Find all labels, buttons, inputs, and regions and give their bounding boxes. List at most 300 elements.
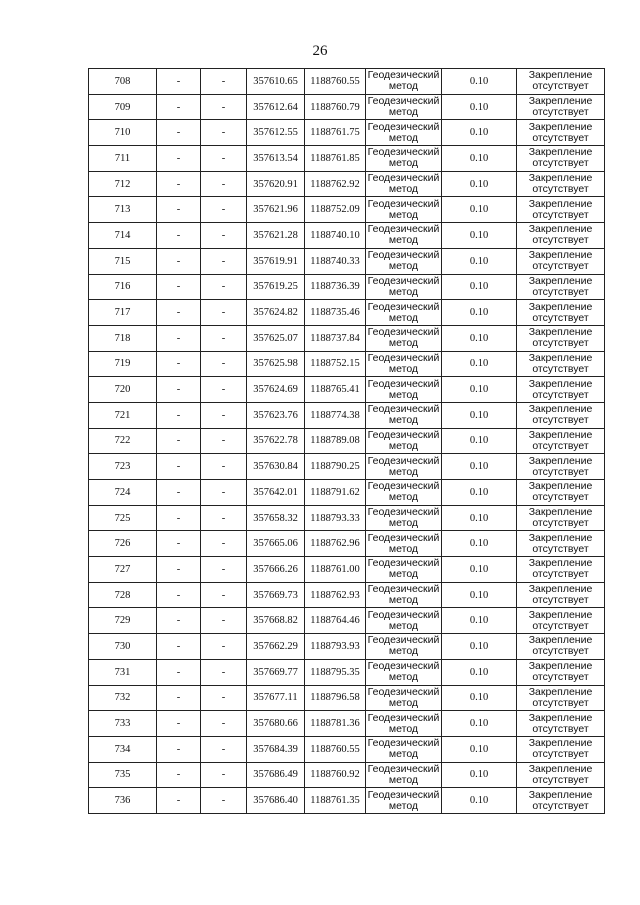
fixation-cell-line-2: отсутствует [532, 285, 589, 298]
accuracy-cell: 0.10 [442, 428, 517, 454]
point-number-cell: 728 [89, 582, 157, 608]
y-coordinate-cell: 1188760.55 [305, 69, 366, 95]
method-cell [366, 377, 442, 403]
empty-value-cell: - [157, 711, 201, 737]
page-number: 26 [312, 43, 328, 59]
empty-value-cell: - [201, 248, 247, 274]
x-coordinate-cell: 357610.65 [247, 69, 305, 95]
table-row [89, 788, 605, 814]
point-number-cell: 711 [89, 146, 157, 172]
fixation-cell-line-2: отсутствует [532, 722, 589, 735]
method-cell [366, 402, 442, 428]
method-cell-line-1: Геодезический [367, 583, 440, 596]
method-cell-line-2: метод [388, 106, 419, 119]
fixation-cell-line-1: Закрепление [528, 711, 593, 724]
y-coordinate-cell: 1188790.25 [305, 454, 366, 480]
method-cell [366, 788, 442, 814]
empty-value-cell: - [201, 659, 247, 685]
y-coordinate-cell: 1188789.08 [305, 428, 366, 454]
y-coordinate-cell: 1188765.41 [305, 377, 366, 403]
fixation-cell-line-2: отсутствует [532, 799, 589, 812]
point-number-cell: 709 [89, 94, 157, 120]
fixation-cell-line-1: Закрепление [528, 583, 593, 596]
y-coordinate-cell: 1188761.00 [305, 557, 366, 583]
point-number-cell: 725 [89, 505, 157, 531]
method-cell-line-2: метод [388, 722, 419, 735]
fixation-cell-line-1: Закрепление [528, 685, 593, 698]
fixation-cell-line-2: отсутствует [532, 337, 589, 350]
table-row [89, 557, 605, 583]
fixation-cell-line-1: Закрепление [528, 249, 593, 262]
method-cell [366, 711, 442, 737]
fixation-cell [517, 788, 605, 814]
method-cell-line-1: Геодезический [367, 172, 440, 185]
method-cell-line-2: метод [388, 414, 419, 427]
fixation-cell-line-2: отсутствует [532, 439, 589, 452]
method-cell-line-1: Геодезический [367, 377, 440, 390]
x-coordinate-cell: 357619.91 [247, 248, 305, 274]
method-cell [366, 531, 442, 557]
method-cell-line-1: Геодезический [367, 274, 440, 287]
method-cell-line-2: метод [388, 645, 419, 658]
accuracy-cell: 0.10 [442, 325, 517, 351]
method-cell-line-1: Геодезический [367, 762, 440, 775]
x-coordinate-cell: 357684.39 [247, 736, 305, 762]
x-coordinate-cell: 357665.06 [247, 531, 305, 557]
fixation-cell [517, 608, 605, 634]
table-row [89, 248, 605, 274]
fixation-cell-line-1: Закрепление [528, 531, 593, 544]
point-number-cell: 720 [89, 377, 157, 403]
method-cell-line-2: метод [388, 696, 419, 709]
empty-value-cell: - [201, 120, 247, 146]
x-coordinate-cell: 357669.77 [247, 659, 305, 685]
table-row [89, 377, 605, 403]
method-cell [366, 480, 442, 506]
empty-value-cell: - [201, 582, 247, 608]
method-cell-line-2: метод [388, 157, 419, 170]
empty-value-cell: - [201, 402, 247, 428]
empty-value-cell: - [201, 197, 247, 223]
method-cell [366, 685, 442, 711]
empty-value-cell: - [157, 582, 201, 608]
x-coordinate-cell: 357624.82 [247, 300, 305, 326]
fixation-cell-line-2: отсутствует [532, 773, 589, 786]
empty-value-cell: - [157, 659, 201, 685]
x-coordinate-cell: 357668.82 [247, 608, 305, 634]
accuracy-cell: 0.10 [442, 788, 517, 814]
fixation-cell-line-1: Закрепление [528, 788, 593, 801]
fixation-cell [517, 480, 605, 506]
accuracy-cell: 0.10 [442, 377, 517, 403]
y-coordinate-cell: 1188752.09 [305, 197, 366, 223]
fixation-cell-line-1: Закрепление [528, 377, 593, 390]
point-number-cell: 708 [89, 69, 157, 95]
method-cell-line-2: метод [388, 671, 419, 684]
point-number-cell: 730 [89, 634, 157, 660]
accuracy-cell: 0.10 [442, 736, 517, 762]
accuracy-cell: 0.10 [442, 146, 517, 172]
empty-value-cell: - [201, 325, 247, 351]
method-cell [366, 300, 442, 326]
accuracy-cell: 0.10 [442, 351, 517, 377]
table-row [89, 762, 605, 788]
empty-value-cell: - [201, 788, 247, 814]
method-cell [366, 608, 442, 634]
empty-value-cell: - [157, 402, 201, 428]
y-coordinate-cell: 1188737.84 [305, 325, 366, 351]
x-coordinate-cell: 357623.76 [247, 402, 305, 428]
y-coordinate-cell: 1188762.96 [305, 531, 366, 557]
empty-value-cell: - [201, 69, 247, 95]
table-row [89, 120, 605, 146]
fixation-cell-line-2: отсутствует [532, 183, 589, 196]
point-number-cell: 733 [89, 711, 157, 737]
x-coordinate-cell: 357622.78 [247, 428, 305, 454]
y-coordinate-cell: 1188791.62 [305, 480, 366, 506]
empty-value-cell: - [201, 274, 247, 300]
table-row [89, 300, 605, 326]
method-cell-line-2: метод [388, 234, 419, 247]
x-coordinate-cell: 357624.69 [247, 377, 305, 403]
fixation-cell-line-2: отсутствует [532, 465, 589, 478]
method-cell-line-1: Геодезический [367, 660, 440, 673]
fixation-cell-line-1: Закрепление [528, 634, 593, 647]
fixation-cell [517, 557, 605, 583]
method-cell-line-1: Геодезический [367, 223, 440, 236]
empty-value-cell: - [157, 480, 201, 506]
fixation-cell-line-1: Закрепление [528, 223, 593, 236]
x-coordinate-cell: 357680.66 [247, 711, 305, 737]
method-cell [366, 557, 442, 583]
method-cell-line-2: метод [388, 362, 419, 375]
method-cell-line-1: Геодезический [367, 146, 440, 159]
method-cell-line-1: Геодезический [367, 197, 440, 210]
method-cell-line-2: метод [388, 388, 419, 401]
y-coordinate-cell: 1188795.35 [305, 659, 366, 685]
x-coordinate-cell: 357658.32 [247, 505, 305, 531]
empty-value-cell: - [157, 454, 201, 480]
method-cell-line-1: Геодезический [367, 557, 440, 570]
method-cell-line-2: метод [388, 594, 419, 607]
point-number-cell: 710 [89, 120, 157, 146]
fixation-cell-line-1: Закрепление [528, 300, 593, 313]
fixation-cell [517, 351, 605, 377]
accuracy-cell: 0.10 [442, 69, 517, 95]
fixation-cell [517, 274, 605, 300]
fixation-cell-line-2: отсутствует [532, 671, 589, 684]
method-cell-line-2: метод [388, 208, 419, 221]
fixation-cell [517, 634, 605, 660]
fixation-cell-line-1: Закрепление [528, 69, 593, 82]
accuracy-cell: 0.10 [442, 762, 517, 788]
method-cell-line-2: метод [388, 799, 419, 812]
fixation-cell [517, 325, 605, 351]
fixation-cell-line-2: отсутствует [532, 594, 589, 607]
accuracy-cell: 0.10 [442, 171, 517, 197]
x-coordinate-cell: 357613.54 [247, 146, 305, 172]
y-coordinate-cell: 1188762.93 [305, 582, 366, 608]
fixation-cell-line-1: Закрепление [528, 660, 593, 673]
fixation-cell [517, 505, 605, 531]
y-coordinate-cell: 1188760.92 [305, 762, 366, 788]
empty-value-cell: - [201, 480, 247, 506]
empty-value-cell: - [201, 634, 247, 660]
point-number-cell: 731 [89, 659, 157, 685]
fixation-cell [517, 685, 605, 711]
fixation-cell-line-2: отсутствует [532, 106, 589, 119]
x-coordinate-cell: 357625.98 [247, 351, 305, 377]
fixation-cell-line-1: Закрепление [528, 120, 593, 133]
table-row [89, 197, 605, 223]
point-number-cell: 717 [89, 300, 157, 326]
point-number-cell: 713 [89, 197, 157, 223]
method-cell-line-1: Геодезический [367, 249, 440, 262]
fixation-cell-line-2: отсутствует [532, 234, 589, 247]
fixation-cell-line-2: отсутствует [532, 388, 589, 401]
empty-value-cell: - [157, 608, 201, 634]
empty-value-cell: - [157, 788, 201, 814]
method-cell [366, 762, 442, 788]
fixation-cell-line-2: отсутствует [532, 80, 589, 93]
method-cell-line-1: Геодезический [367, 788, 440, 801]
method-cell [366, 223, 442, 249]
accuracy-cell: 0.10 [442, 248, 517, 274]
point-number-cell: 729 [89, 608, 157, 634]
fixation-cell-line-2: отсутствует [532, 619, 589, 632]
y-coordinate-cell: 1188781.36 [305, 711, 366, 737]
method-cell-line-2: метод [388, 183, 419, 196]
method-cell [366, 634, 442, 660]
empty-value-cell: - [157, 274, 201, 300]
y-coordinate-cell: 1188761.35 [305, 788, 366, 814]
empty-value-cell: - [157, 197, 201, 223]
point-number-cell: 723 [89, 454, 157, 480]
point-number-cell: 716 [89, 274, 157, 300]
point-number-cell: 721 [89, 402, 157, 428]
y-coordinate-cell: 1188760.55 [305, 736, 366, 762]
x-coordinate-cell: 357619.25 [247, 274, 305, 300]
fixation-cell [517, 711, 605, 737]
empty-value-cell: - [157, 634, 201, 660]
method-cell-line-2: метод [388, 131, 419, 144]
method-cell-line-2: метод [388, 465, 419, 478]
y-coordinate-cell: 1188740.10 [305, 223, 366, 249]
fixation-cell [517, 377, 605, 403]
empty-value-cell: - [201, 711, 247, 737]
x-coordinate-cell: 357686.49 [247, 762, 305, 788]
fixation-cell [517, 402, 605, 428]
fixation-cell [517, 531, 605, 557]
empty-value-cell: - [201, 94, 247, 120]
method-cell-line-2: метод [388, 285, 419, 298]
x-coordinate-cell: 357620.91 [247, 171, 305, 197]
method-cell [366, 454, 442, 480]
fixation-cell [517, 171, 605, 197]
x-coordinate-cell: 357662.29 [247, 634, 305, 660]
empty-value-cell: - [201, 171, 247, 197]
empty-value-cell: - [157, 69, 201, 95]
point-number-cell: 726 [89, 531, 157, 557]
method-cell-line-2: метод [388, 773, 419, 786]
coordinates-table [88, 68, 605, 814]
method-cell [366, 274, 442, 300]
method-cell-line-1: Геодезический [367, 454, 440, 467]
table-row [89, 274, 605, 300]
table-row [89, 736, 605, 762]
y-coordinate-cell: 1188796.58 [305, 685, 366, 711]
fixation-cell-line-2: отсутствует [532, 568, 589, 581]
method-cell [366, 325, 442, 351]
method-cell [366, 351, 442, 377]
method-cell [366, 248, 442, 274]
fixation-cell [517, 223, 605, 249]
fixation-cell-line-1: Закрепление [528, 762, 593, 775]
table-row [89, 325, 605, 351]
table-row [89, 146, 605, 172]
empty-value-cell: - [201, 146, 247, 172]
empty-value-cell: - [157, 94, 201, 120]
method-cell-line-1: Геодезический [367, 634, 440, 647]
method-cell-line-1: Геодезический [367, 120, 440, 133]
y-coordinate-cell: 1188735.46 [305, 300, 366, 326]
fixation-cell-line-1: Закрепление [528, 428, 593, 441]
y-coordinate-cell: 1188761.75 [305, 120, 366, 146]
fixation-cell-line-1: Закрепление [528, 95, 593, 108]
method-cell-line-2: метод [388, 568, 419, 581]
fixation-cell-line-1: Закрепление [528, 454, 593, 467]
empty-value-cell: - [157, 325, 201, 351]
point-number-cell: 722 [89, 428, 157, 454]
table-row [89, 608, 605, 634]
accuracy-cell: 0.10 [442, 274, 517, 300]
table-row [89, 69, 605, 95]
point-number-cell: 715 [89, 248, 157, 274]
point-number-cell: 727 [89, 557, 157, 583]
method-cell-line-1: Геодезический [367, 326, 440, 339]
x-coordinate-cell: 357677.11 [247, 685, 305, 711]
accuracy-cell: 0.10 [442, 120, 517, 146]
method-cell-line-1: Геодезический [367, 351, 440, 364]
method-cell [366, 171, 442, 197]
point-number-cell: 732 [89, 685, 157, 711]
fixation-cell [517, 428, 605, 454]
empty-value-cell: - [157, 120, 201, 146]
fixation-cell [517, 248, 605, 274]
table-row [89, 582, 605, 608]
y-coordinate-cell: 1188761.85 [305, 146, 366, 172]
table-row [89, 505, 605, 531]
method-cell-line-1: Геодезический [367, 531, 440, 544]
accuracy-cell: 0.10 [442, 659, 517, 685]
table-row [89, 531, 605, 557]
table-row [89, 634, 605, 660]
empty-value-cell: - [201, 300, 247, 326]
empty-value-cell: - [201, 377, 247, 403]
method-cell [366, 505, 442, 531]
table-row [89, 685, 605, 711]
method-cell-line-2: метод [388, 80, 419, 93]
method-cell [366, 94, 442, 120]
empty-value-cell: - [201, 223, 247, 249]
fixation-cell-line-2: отсутствует [532, 131, 589, 144]
fixation-cell [517, 454, 605, 480]
empty-value-cell: - [157, 171, 201, 197]
accuracy-cell: 0.10 [442, 402, 517, 428]
fixation-cell-line-1: Закрепление [528, 737, 593, 750]
fixation-cell-line-2: отсутствует [532, 157, 589, 170]
accuracy-cell: 0.10 [442, 300, 517, 326]
accuracy-cell: 0.10 [442, 94, 517, 120]
method-cell-line-1: Геодезический [367, 685, 440, 698]
accuracy-cell: 0.10 [442, 480, 517, 506]
accuracy-cell: 0.10 [442, 197, 517, 223]
table-row [89, 454, 605, 480]
method-cell-line-1: Геодезический [367, 737, 440, 750]
x-coordinate-cell: 357621.28 [247, 223, 305, 249]
empty-value-cell: - [201, 557, 247, 583]
table-row [89, 223, 605, 249]
method-cell-line-2: метод [388, 517, 419, 530]
x-coordinate-cell: 357612.64 [247, 94, 305, 120]
x-coordinate-cell: 357625.07 [247, 325, 305, 351]
method-cell-line-1: Геодезический [367, 300, 440, 313]
fixation-cell-line-1: Закрепление [528, 351, 593, 364]
method-cell [366, 428, 442, 454]
x-coordinate-cell: 357621.96 [247, 197, 305, 223]
empty-value-cell: - [201, 608, 247, 634]
fixation-cell [517, 659, 605, 685]
method-cell-line-2: метод [388, 260, 419, 273]
accuracy-cell: 0.10 [442, 505, 517, 531]
method-cell [366, 736, 442, 762]
empty-value-cell: - [201, 531, 247, 557]
method-cell-line-1: Геодезический [367, 428, 440, 441]
x-coordinate-cell: 357630.84 [247, 454, 305, 480]
accuracy-cell: 0.10 [442, 582, 517, 608]
fixation-cell-line-1: Закрепление [528, 197, 593, 210]
point-number-cell: 719 [89, 351, 157, 377]
method-cell-line-2: метод [388, 337, 419, 350]
method-cell [366, 659, 442, 685]
y-coordinate-cell: 1188752.15 [305, 351, 366, 377]
fixation-cell-line-2: отсутствует [532, 260, 589, 273]
fixation-cell [517, 762, 605, 788]
method-cell-line-1: Геодезический [367, 69, 440, 82]
fixation-cell-line-2: отсутствует [532, 311, 589, 324]
fixation-cell-line-1: Закрепление [528, 608, 593, 621]
fixation-cell-line-2: отсутствует [532, 491, 589, 504]
empty-value-cell: - [157, 248, 201, 274]
empty-value-cell: - [157, 531, 201, 557]
fixation-cell [517, 69, 605, 95]
empty-value-cell: - [157, 223, 201, 249]
method-cell [366, 146, 442, 172]
accuracy-cell: 0.10 [442, 531, 517, 557]
accuracy-cell: 0.10 [442, 711, 517, 737]
empty-value-cell: - [157, 505, 201, 531]
method-cell-line-2: метод [388, 491, 419, 504]
fixation-cell-line-2: отсутствует [532, 414, 589, 427]
method-cell-line-1: Геодезический [367, 608, 440, 621]
point-number-cell: 724 [89, 480, 157, 506]
y-coordinate-cell: 1188764.46 [305, 608, 366, 634]
method-cell-line-1: Геодезический [367, 403, 440, 416]
empty-value-cell: - [201, 762, 247, 788]
fixation-cell-line-1: Закрепление [528, 326, 593, 339]
fixation-cell [517, 300, 605, 326]
x-coordinate-cell: 357669.73 [247, 582, 305, 608]
